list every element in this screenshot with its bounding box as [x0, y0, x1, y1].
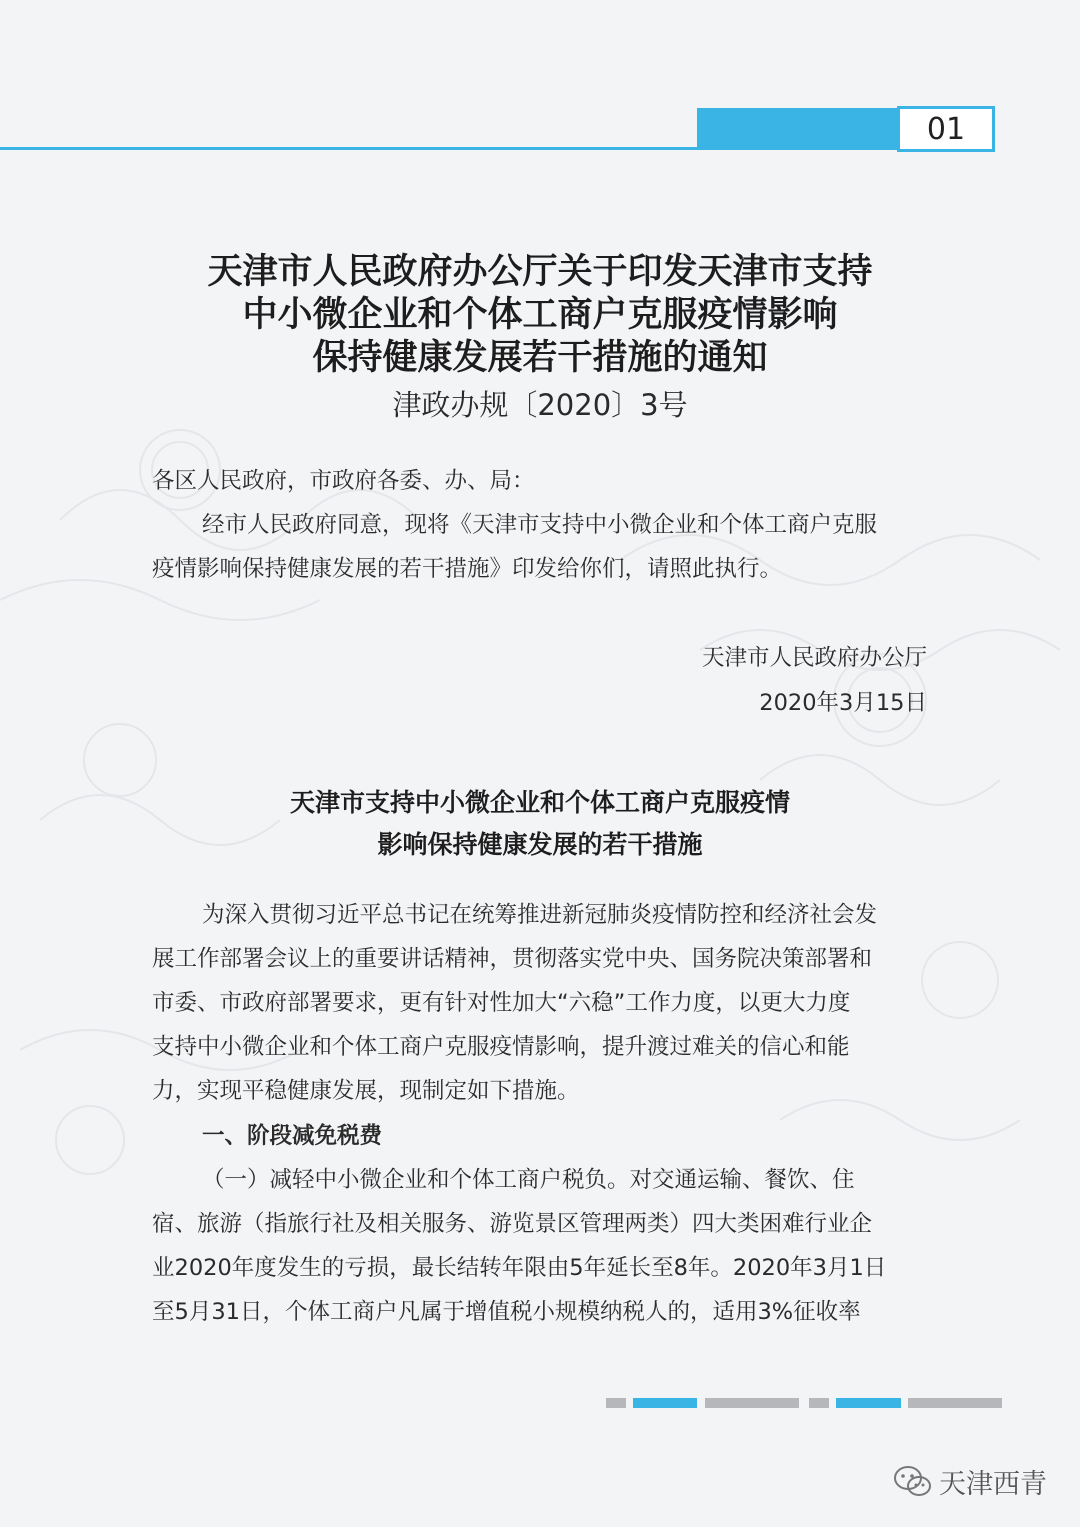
footer-bar-1 [606, 1398, 626, 1408]
header-accent-block [697, 108, 897, 148]
footer-bar-5 [836, 1398, 901, 1408]
measures-title-line-1: 天津市支持中小微企业和个体工商户克服疫情 [289, 788, 790, 817]
addressee: 各区人民政府，市政府各委、办、局： [152, 468, 535, 494]
intro-line-1: 经市人民政府同意，现将《天津市支持中小微企业和个体工商户克服 [202, 512, 878, 538]
body-line-5: 力，实现平稳健康发展，现制定如下措施。 [152, 1078, 580, 1104]
section-heading: 一、阶段减免税费 [202, 1123, 383, 1149]
notice-title-line-2: 中小微企业和个体工商户克服疫情影响 [242, 295, 838, 335]
notice-title-line-1: 天津市人民政府办公厅关于印发天津市支持 [207, 252, 873, 292]
document-number: 津政办规〔2020〕3号 [392, 388, 688, 422]
body-line-4: 支持中小微企业和个体工商户克服疫情影响，提升渡过难关的信心和能 [152, 1034, 850, 1060]
signature-date: 2020年3月15日 [759, 690, 927, 716]
section-line-1: （一）减轻中小微企业和个体工商户税负。对交通运输、餐饮、住 [202, 1167, 855, 1193]
page-number: 01 [897, 106, 995, 152]
footer-bar-4 [809, 1398, 829, 1408]
wechat-icon [893, 1465, 933, 1499]
intro-line-2: 疫情影响保持健康发展的若干措施》印发给你们，请照此执行。 [152, 556, 783, 582]
body-line-3: 市委、市政府部署要求，更有针对性加大“六稳”工作力度，以更大力度 [152, 990, 851, 1016]
footer-bar-3 [705, 1398, 799, 1408]
section-line-3: 业2020年度发生的亏损，最长结转年限由5年延长至8年。2020年3月1日 [152, 1255, 887, 1281]
watermark [893, 1462, 1047, 1501]
section-line-4: 至5月31日，个体工商户凡属于增值税小规模纳税人的，适用3%征收率 [152, 1299, 861, 1325]
signature-issuer: 天津市人民政府办公厅 [701, 645, 927, 671]
watermark-text: 天津西青 [939, 1469, 1047, 1500]
section-line-2: 宿、旅游（指旅行社及相关服务、游览景区管理两类）四大类困难行业企 [152, 1211, 873, 1237]
measures-title-line-2: 影响保持健康发展的若干措施 [377, 830, 703, 859]
footer-bar-6 [908, 1398, 1002, 1408]
body-line-2: 展工作部署会议上的重要讲话精神，贯彻落实党中央、国务院决策部署和 [152, 946, 873, 972]
body-line-1: 为深入贯彻习近平总书记在统筹推进新冠肺炎疫情防控和经济社会发 [202, 902, 878, 928]
footer-bar-2 [633, 1398, 697, 1408]
notice-title-line-3: 保持健康发展若干措施的通知 [312, 338, 768, 378]
